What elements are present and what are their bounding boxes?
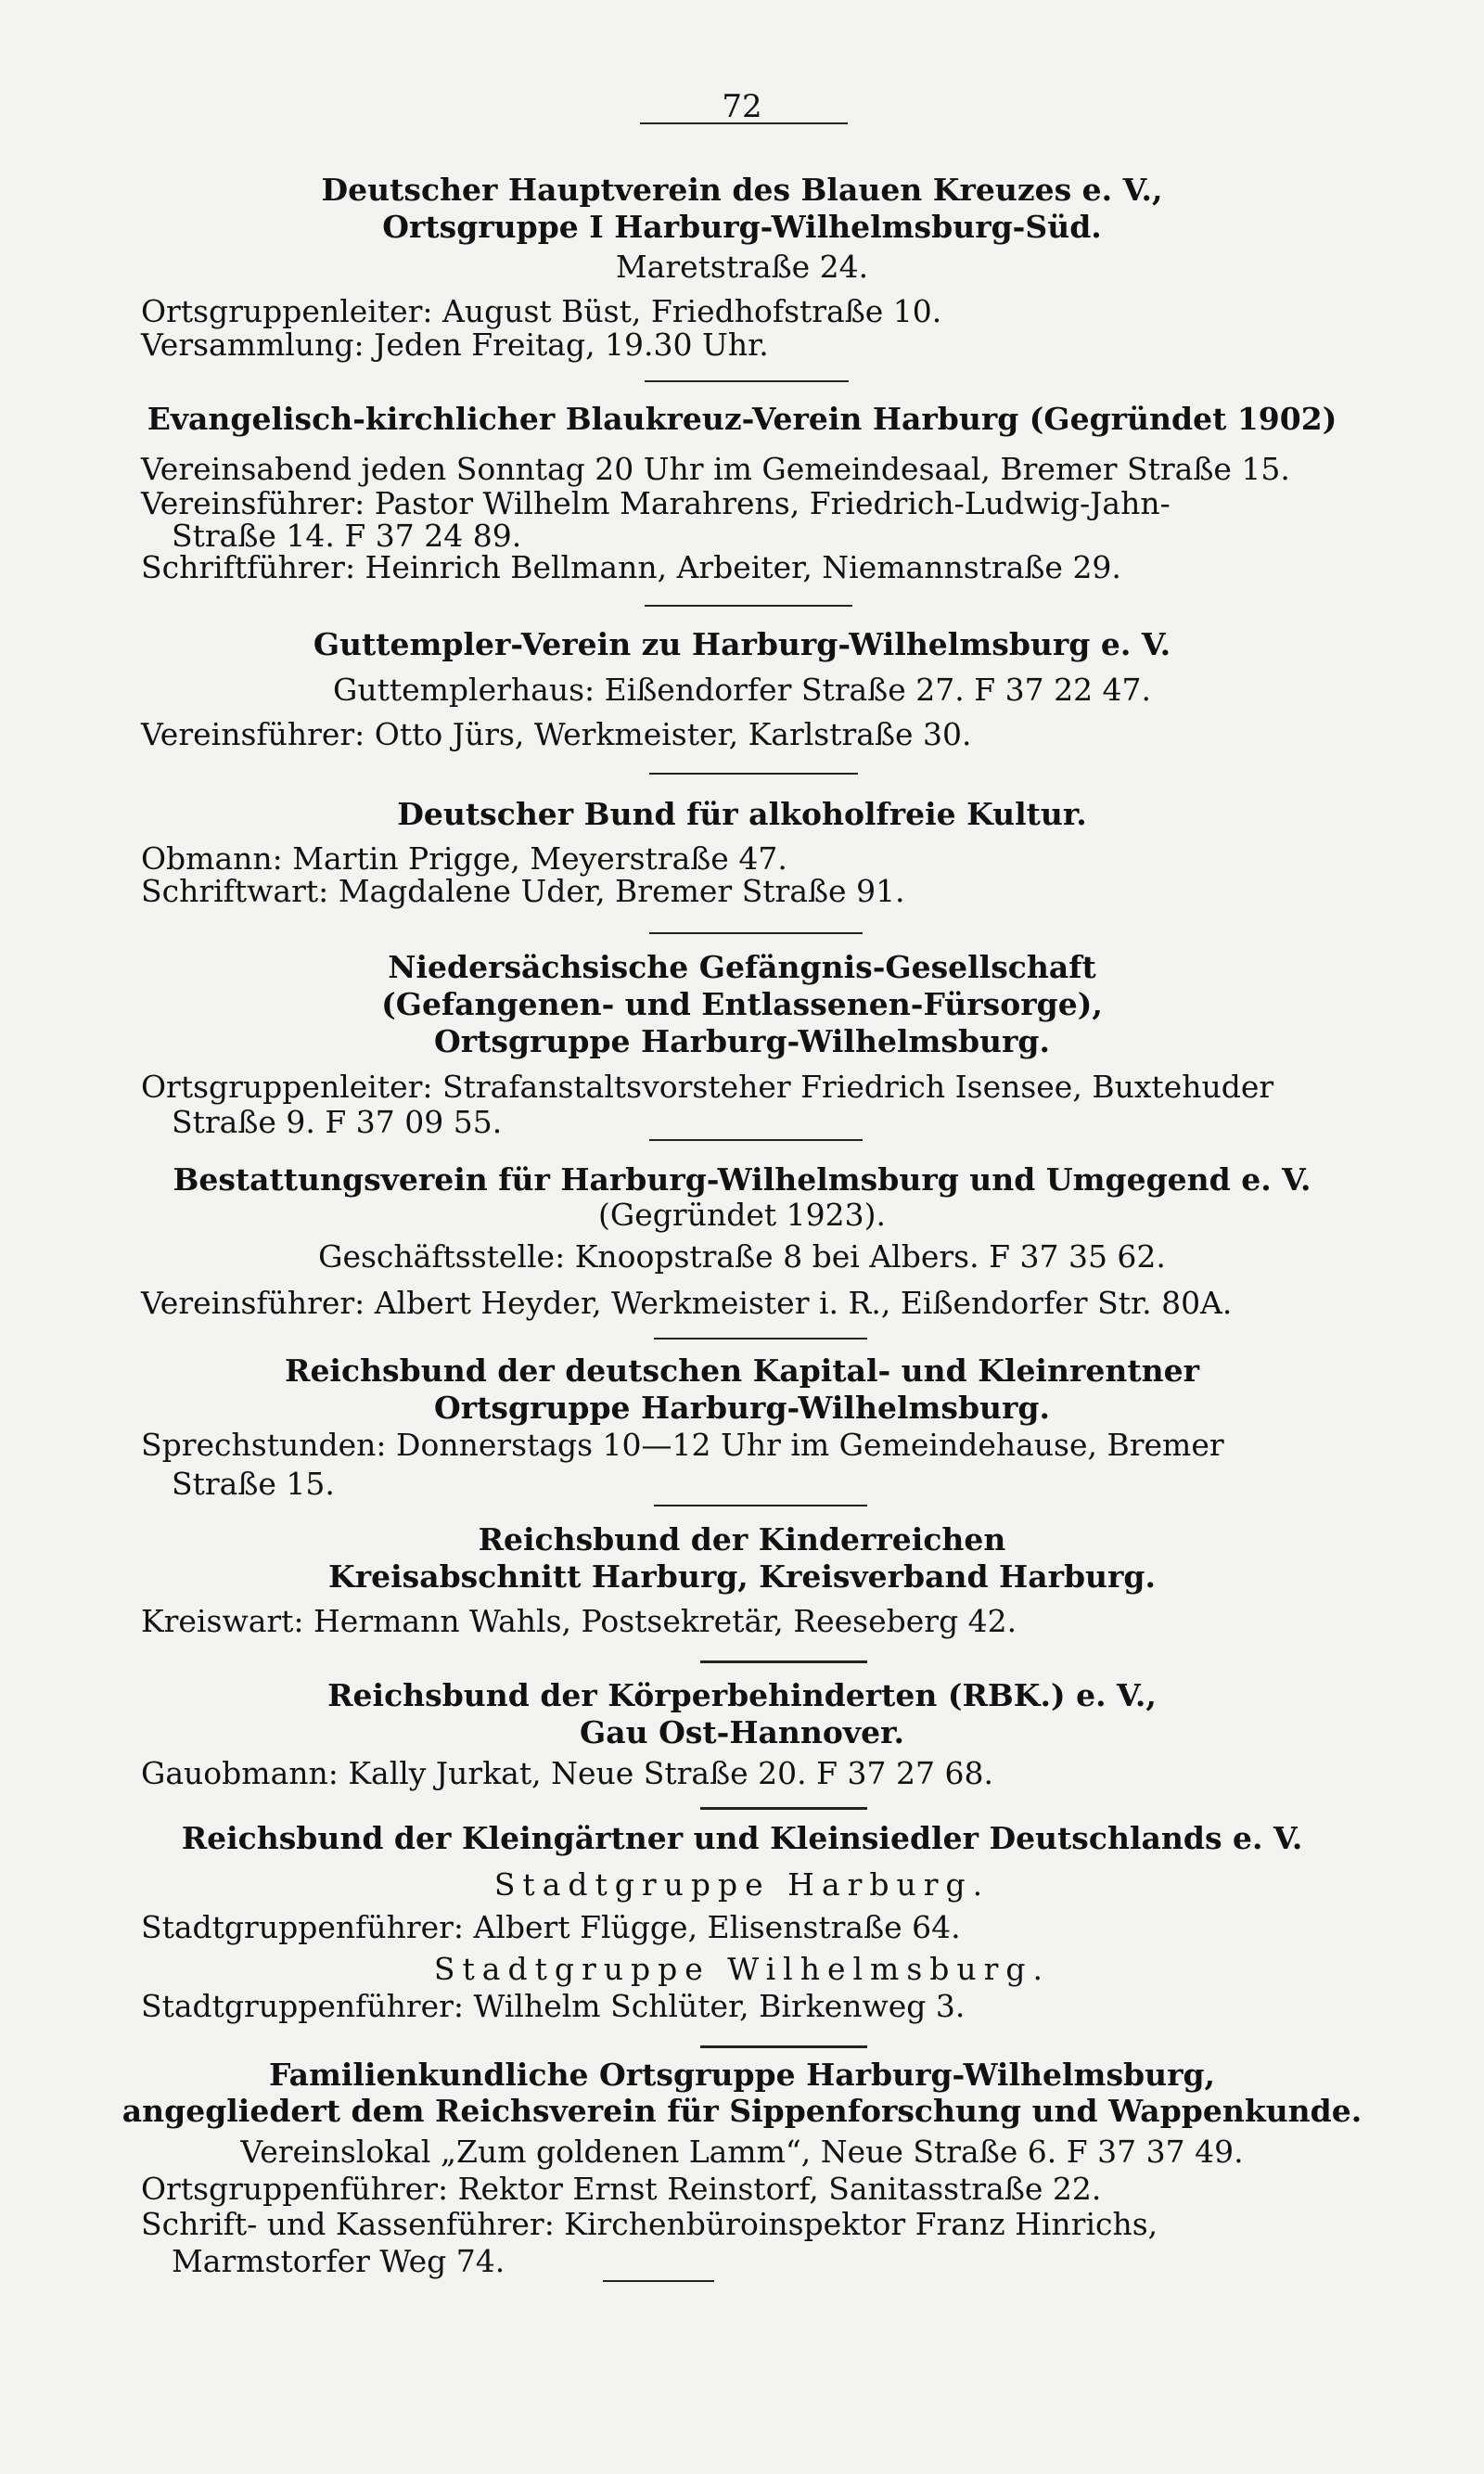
section-line: (Gegründet 1923). xyxy=(598,1197,886,1233)
section-heading: Reichsbund der Kleingärtner und Kleinsiedler Deutschlands e. V. xyxy=(181,1820,1303,1856)
section-line: Guttemplerhaus: Eißendorfer Straße 27. F 37 22 47. xyxy=(332,672,1152,708)
section-divider xyxy=(700,1660,867,1663)
section-line: Schrift- und Kassenführer: Kirchenbüroinspektor Franz Hinrichs, xyxy=(141,2206,1158,2242)
section-divider xyxy=(654,1338,867,1340)
section-line: Vereinsführer: Otto Jürs, Werkmeister, Karlstraße 30. xyxy=(141,716,972,752)
page-number: 72 xyxy=(722,88,762,125)
section-line: Schriftführer: Heinrich Bellmann, Arbeiter, Niemannstraße 29. xyxy=(141,549,1121,585)
section-line: Geschäftsstelle: Knoopstraße 8 bei Albers. F 37 35 62. xyxy=(318,1238,1166,1275)
section-divider xyxy=(700,2045,867,2048)
section-heading: Familienkundliche Ortsgruppe Harburg-Wilhelmsburg, xyxy=(268,2057,1216,2093)
section-line: Stadtgruppe Harburg. xyxy=(493,1866,991,1903)
section-divider xyxy=(700,1807,867,1810)
section-line: Schriftwart: Magdalene Uder, Bremer Straße 91. xyxy=(141,873,905,909)
section-line: Straße 15. xyxy=(172,1466,335,1502)
section-heading: Reichsbund der Kinderreichen xyxy=(478,1521,1006,1557)
section-line: Versammlung: Jeden Freitag, 19.30 Uhr. xyxy=(141,327,769,363)
section-heading: Deutscher Bund für alkoholfreie Kultur. xyxy=(397,796,1087,832)
section-line: Straße 14. F 37 24 89. xyxy=(172,518,522,554)
section-line: Stadtgruppe Wilhelmsburg. xyxy=(433,1951,1051,1987)
header-rule xyxy=(640,122,848,124)
section-heading: Reichsbund der Körperbehinderten (RBK.) e. V., xyxy=(327,1677,1157,1713)
section-divider xyxy=(645,380,849,382)
section-divider xyxy=(654,1505,867,1506)
section-divider xyxy=(649,1139,863,1141)
section-heading: Deutscher Hauptverein des Blauen Kreuzes e. V., xyxy=(321,172,1163,208)
section-divider xyxy=(645,605,852,607)
section-heading: Gau Ost-Hannover. xyxy=(580,1714,904,1750)
section-heading: Ortsgruppe Harburg-Wilhelmsburg. xyxy=(434,1023,1050,1059)
section-heading: (Gefangenen- und Entlassenen-Fürsorge), xyxy=(381,986,1103,1022)
section-line: Ortsgruppenleiter: August Büst, Friedhofstraße 10. xyxy=(141,293,942,329)
section-heading: Evangelisch-kirchlicher Blaukreuz-Verein Harburg (Gegründet 1902) xyxy=(147,401,1337,437)
section-line: Straße 9. F 37 09 55. xyxy=(172,1104,503,1140)
section-line: Vereinslokal „Zum goldenen Lamm“, Neue Straße 6. F 37 37 49. xyxy=(240,2134,1244,2170)
section-line: Vereinsabend jeden Sonntag 20 Uhr im Gemeindesaal, Bremer Straße 15. xyxy=(141,451,1290,487)
section-line: Vereinsführer: Pastor Wilhelm Marahrens, Friedrich-Ludwig-Jahn- xyxy=(141,485,1171,521)
section-heading: angegliedert dem Reichsverein für Sippenforschung und Wappenkunde. xyxy=(122,2093,1362,2129)
section-heading: Niedersächsische Gefängnis-Gesellschaft xyxy=(388,949,1096,985)
section-line: Vereinsführer: Albert Heyder, Werkmeister i. R., Eißendorfer Str. 80A. xyxy=(141,1285,1233,1321)
section-line: Gauobmann: Kally Jurkat, Neue Straße 20. F 37 27 68. xyxy=(141,1755,993,1791)
section-heading: Reichsbund der deutschen Kapital- und Kleinrentner xyxy=(285,1352,1199,1389)
end-rule xyxy=(603,2280,714,2282)
section-heading: Ortsgruppe I Harburg-Wilhelmsburg-Süd. xyxy=(382,209,1102,245)
section-divider xyxy=(649,773,858,775)
section-divider xyxy=(649,932,863,934)
section-line: Ortsgruppenleiter: Strafanstaltsvorsteher Friedrich Isensee, Buxtehuder xyxy=(141,1069,1274,1105)
section-heading: Bestattungsverein für Harburg-Wilhelmsburg und Umgegend e. V. xyxy=(173,1161,1311,1198)
section-line: Ortsgruppenführer: Rektor Ernst Reinstorf, Sanitasstraße 22. xyxy=(141,2171,1102,2207)
section-heading: Kreisabschnitt Harburg, Kreisverband Harburg. xyxy=(328,1558,1156,1595)
section-line: Obmann: Martin Prigge, Meyerstraße 47. xyxy=(141,840,787,877)
section-line: Sprechstunden: Donnerstags 10—12 Uhr im Gemeindehause, Bremer xyxy=(141,1427,1224,1463)
section-heading: Guttempler-Verein zu Harburg-Wilhelmsburg e. V. xyxy=(313,626,1171,662)
section-heading: Ortsgruppe Harburg-Wilhelmsburg. xyxy=(434,1390,1050,1426)
section-line: Stadtgruppenführer: Albert Flügge, Elisenstraße 64. xyxy=(141,1909,961,1945)
section-line: Stadtgruppenführer: Wilhelm Schlüter, Birkenweg 3. xyxy=(141,1988,966,2024)
section-line: Marmstorfer Weg 74. xyxy=(172,2243,505,2279)
section-line: Maretstraße 24. xyxy=(615,249,869,285)
section-line: Kreiswart: Hermann Wahls, Postsekretär, Reeseberg 42. xyxy=(141,1603,1017,1639)
